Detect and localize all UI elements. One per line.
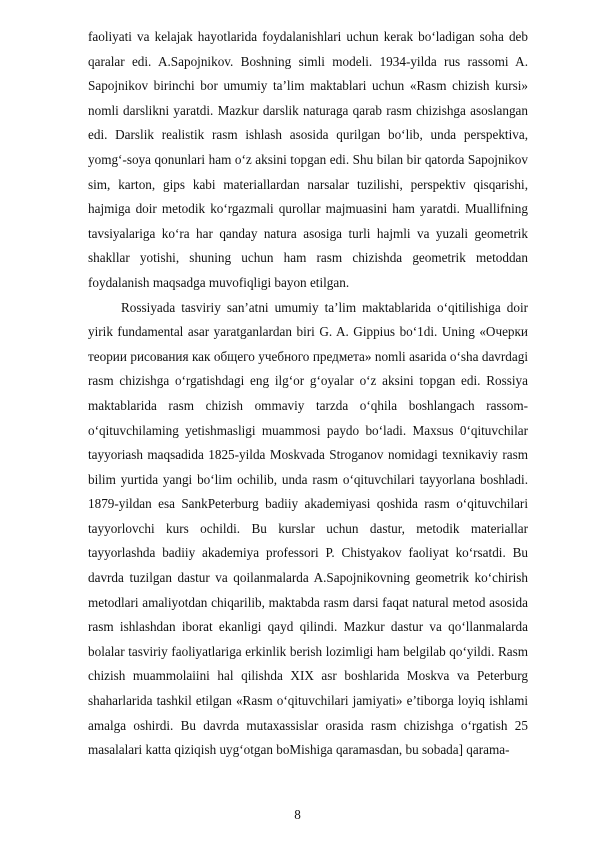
page-number: 8 (294, 807, 301, 822)
paragraph-sapojnikov: faoliyati va kelajak hayotlarida foydalanishlari uchun kerak bo‘ladigan soha deb qaralar edi. A.Sapojnikov. Boshning simli modeli. 1934-yilda rus rassomi A. Sapojnikov birinchi bor umumiy ta’lim maktablari uchun «Rasm chizish kursi» nomli darslikni yaratdi. Mazkur darslik naturaga qarab rasm chizishga asoslangan edi. Darslik realistik rasm ishlash asosida qurilgan bo‘lib, unda perspektiva, yomg‘-soya qonunlari ham o‘z aksini topgan edi. Shu bilan bir qatorda Sapojnikov sim, karton, gips kabi materiallardan narsalar tuzilishi, perspektiv qisqarishi, hajmiga doir metodik ko‘rgazmali qurollar majmuasini ham yaratdi. Muallifning tavsiyalariga ko‘ra har qanday natura asosiga turli hajmli va yuzali geometrik shakllar yotishi, shuning uchun ham rasm chizishda geometrik metoddan foydalanish maqsadga muvofiqligi bayon etilgan. (88, 29, 528, 290)
body-text (88, 25, 528, 763)
paragraph-gippius: Rossiyada tasviriy san’atni umumiy ta’lim maktablarida o‘qitilishiga doir yirik fundamental asar yaratganlardan biri G. A. Gippius bo‘1di. Uning «Очерки теории рисования как общего учебного предмета» nomli asarida o‘sha davrdagi rasm chizishga o‘rgatishdagi eng ilg‘or g‘oyalar o‘z aksini topgan edi. Rossiya maktablarida rasm chizish ommaviy tarzda o‘qhila boshlangach rassom-o‘qituvchilaming yetishmasligi muammosi paydo bo‘ladi. Maxsus 0‘qituvchilar tayyoriash maqsadida 1825-yilda Moskvada Stroganov nomidagi texnikaviy rasm bilim yurtida yangi bo‘lim ochilib, unda rasm o‘qituvchilari tayyorlana boshladi. 1879-yildan esa SankPeterburg badiiy akademiyasi qoshida rasm o‘qituvchilari tayyorlovchi kurs ochildi. Bu kurslar uchun dastur, metodik materiallar tayyorlashda badiiy akademiya professori P. Chistyakov faoliyat ko‘rsatdi. Bu davrda tuzilgan dastur va qoilanmalarda A.Sapojnikovning geometrik ko‘chirish metodlari amaliyotdan chiqarilib, maktabda rasm darsi faqat natural metod asosida rasm ishlashdan iborat ekanligi qayd qilindi. Mazkur dastur va qo‘llanmalarda bolalar tasviriy faoliyatlariga erkinlik berish lozimligi ham belgilab qo‘yildi. Rasm chizish muammolaiini hal qilishda XIX asr boshlarida Moskva va Peterburg shaharlarida tashkil etilgan «Rasm o‘qituvchilari jamiyati» e’tiborga loyiq ishlami amalga oshirdi. Bu davrda mutaxassislar orasida rasm chizishga o‘rgatish 25 masalalari katta qiziqish uyg‘otgan boMishiga qaramasdan, bu sobada] qarama- (88, 299, 528, 758)
